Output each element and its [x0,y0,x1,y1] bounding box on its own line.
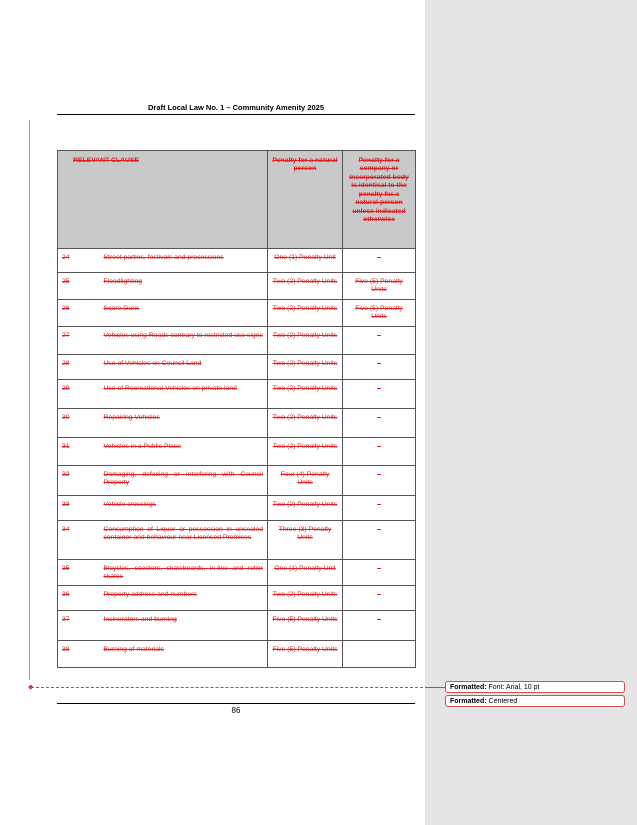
natural-person-penalty: One (1) Penalty Unit [268,560,343,586]
table-row [58,249,416,273]
company-penalty: Five (5) Penalty Units [343,300,416,327]
table-header-row [58,151,416,249]
clause-title: Vehicles using Roads contrary to restricted use signs [100,327,268,355]
clause-title: Consumption of Liquor or possession in unsealed container and behaviour near Licensed Premises [100,521,268,560]
company-penalty: – [343,380,416,409]
clause-title: Use of Vehicles on Council Land [100,355,268,380]
clause-title: Vehicles in a Public Place [100,438,268,466]
company-penalty [343,640,416,667]
clause-number: 28 [58,355,100,380]
clause-number: 32 [58,466,100,496]
table-row [58,610,416,640]
comment-label: Formatted: [450,698,487,705]
comment-label: Formatted: [450,684,487,691]
company-penalty: Five (5) Penalty Units [343,273,416,300]
clause-title: Burning of materials [100,640,268,667]
natural-person-penalty: Two (2) Penalty Units [268,273,343,300]
company-penalty: – [343,438,416,466]
table-row [58,640,416,667]
header-relevant-clause: RELEVANT CLAUSE [58,151,268,249]
table-row [58,560,416,586]
table-row [58,521,416,560]
clause-title: Scare Guns [100,300,268,327]
natural-person-penalty: Three (3) Penalty Units [268,521,343,560]
clause-title: Bicycles, scooters, skateboards, in-line and roller skates [100,560,268,586]
header-rule [57,114,415,115]
natural-person-penalty: Two (2) Penalty Units [268,585,343,610]
change-bar [29,120,30,680]
table-row [58,409,416,438]
clause-number: 30 [58,409,100,438]
clause-title: Street parties, festivals and processions [100,249,268,273]
natural-person-penalty: Two (2) Penalty Units [268,380,343,409]
clause-title: Damaging, defacing or interfering with Council Property [100,466,268,496]
comment-text: Font: Arial, 10 pt [486,684,540,691]
clause-title: Vehicle crossings [100,496,268,521]
natural-person-penalty: Two (2) Penalty Units [268,327,343,355]
clause-number: 38 [58,640,100,667]
format-comment-balloon[interactable] [445,681,625,693]
penalty-table [57,150,416,668]
natural-person-penalty: Two (2) Penalty Units [268,496,343,521]
company-penalty: – [343,610,416,640]
table-row [58,380,416,409]
natural-person-penalty: Five (5) Penalty Units [268,640,343,667]
table-row [58,273,416,300]
clause-number: 25 [58,273,100,300]
clause-title: Repairing Vehicles [100,409,268,438]
comment-text: Centered [486,698,518,705]
header-natural-person: Penalty for a natural person [268,151,343,249]
table-row [58,300,416,327]
clause-title: Incinerators and burning [100,610,268,640]
company-penalty: – [343,249,416,273]
comment-leader [428,687,445,688]
clause-number: 33 [58,496,100,521]
table-row [58,585,416,610]
clause-number: 34 [58,521,100,560]
page-number: 86 [231,706,241,715]
company-penalty: – [343,521,416,560]
company-penalty: – [343,585,416,610]
table-row [58,355,416,380]
clause-number: 37 [58,610,100,640]
natural-person-penalty: Two (2) Penalty Units [268,355,343,380]
clause-number: 36 [58,585,100,610]
natural-person-penalty: Four (4) Penalty Units [268,466,343,496]
clause-number: 31 [58,438,100,466]
natural-person-penalty: Two (2) Penalty Units [268,438,343,466]
clause-title: Floodlighting [100,273,268,300]
comment-anchor-left: ◆ [28,684,34,691]
clause-number: 26 [58,300,100,327]
company-penalty: – [343,466,416,496]
natural-person-penalty: Two (2) Penalty Units [268,409,343,438]
page-header-title: Draft Local Law No. 1 – Community Amenity 2025 [147,103,324,112]
company-penalty: – [343,327,416,355]
company-penalty: – [343,560,416,586]
header-company: Penalty for a company or incorporated body is identical to the penalty for a natural person unless indicated otherwise [343,151,416,249]
comment-connector-line [31,687,428,688]
company-penalty: – [343,355,416,380]
natural-person-penalty: One (1) Penalty Unit [268,249,343,273]
natural-person-penalty: Five (5) Penalty Units [268,610,343,640]
clause-number: 27 [58,327,100,355]
table-row [58,466,416,496]
table-row [58,496,416,521]
table-row [58,327,416,355]
footer-rule [57,703,415,704]
company-penalty: – [343,409,416,438]
clause-title: Use of Recreational Vehicles on private land [100,380,268,409]
table-row [58,438,416,466]
clause-title: Property address and numbers [100,585,268,610]
format-comment-balloon[interactable] [445,695,625,707]
company-penalty: – [343,496,416,521]
clause-number: 35 [58,560,100,586]
clause-number: 29 [58,380,100,409]
natural-person-penalty: Two (2) Penalty Units [268,300,343,327]
clause-number: 24 [58,249,100,273]
